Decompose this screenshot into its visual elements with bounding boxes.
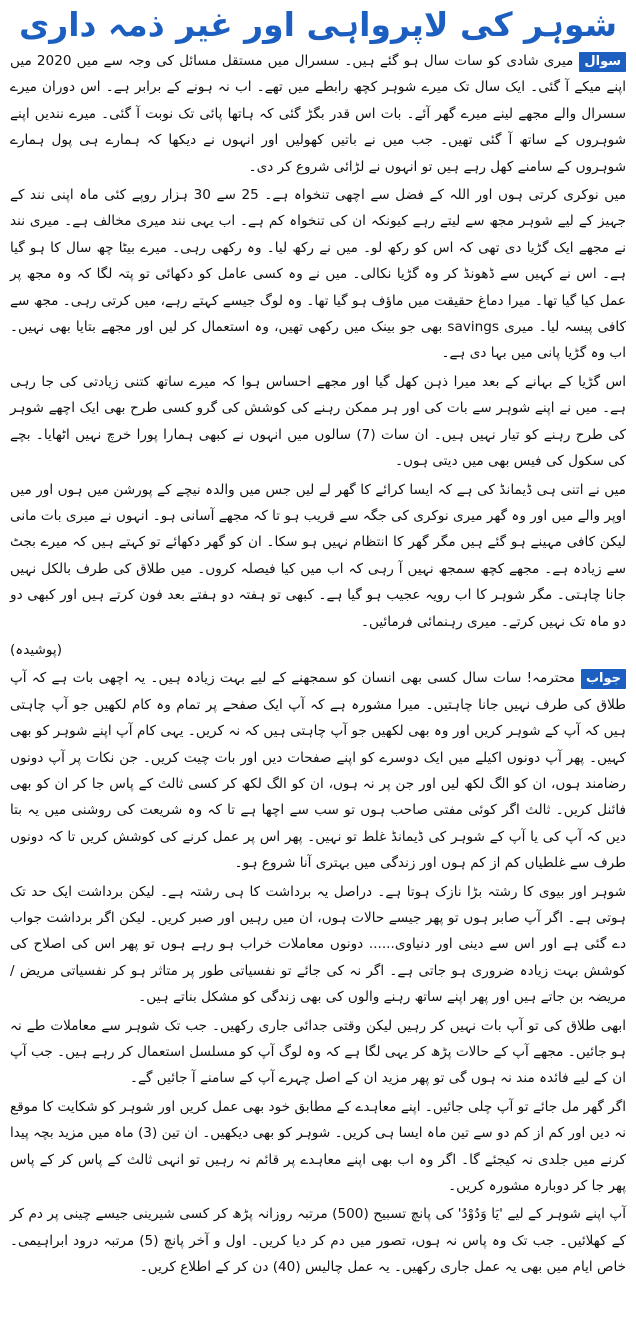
question-text: میں نے اتنی ہی ڈیمانڈ کی ہے کہ ایسا کرائے کا گھر لے لیں جس میں والدہ نیچے کے پورشن میں ہوں اور میں اوپر والے میں اور وہ گھر میری نوکری کی جگہ سے قریب ہو تا کہ مجھے آسانی ہو۔ انہوں نے میری بات مانی لیکن کافی مہینے ہو گئے ہیں مگر گھر کا انتظام نہیں ہو سکا۔ ان کو گھر دکھائے تو کہتے ہیں کہ میرے بجٹ سے زیادہ ہے۔ مجھے کچھ سمجھ نہیں آ رہی کہ اب میں کیا فیصلہ کروں۔ میں طلاق کی طرف بالکل نہیں جانا چاہتی۔ مگر شوہر کا اب رویہ عجیب ہو گیا ہے۔ کبھی تو ہفتہ دو ہفتے بعد فون کرتے ہیں اور کبھی دو دو ماہ تک نہیں کرتے۔ میری رہنمائی فرمائیں۔ [10,481,626,630]
answer-label: جواب [581,669,626,689]
answer-text: محترمہ! سات سال کسی بھی انسان کو سمجھنے کے لیے بہت زیادہ ہیں۔ یہ اچھی بات ہے کہ آپ طلاق کی طرف نہیں جانا چاہتیں۔ میرا مشورہ ہے کہ آپ ایک صفحے پر تمام وہ کام لکھیں جو آپ چاہتی ہیں کہ آپ کے شوہر کریں اور وہ بھی لکھیں جو آپ چاہتی ہیں کہ نہ کریں۔ یہی کام آپ اپنے شوہر کو بھی کہیں۔ پھر آپ دونوں اکیلے میں ایک دوسرے کو اپنے صفحات دیں اور بات چیت کریں۔ جن نکات پر آپ دونوں رضامند ہوں، ان کو الگ لکھ لیں اور جن پر نہ ہوں، ان کو الگ لکھ کر کسی ثالث کے پاس جا کر ان کو بھی فائنل کریں۔ ثالث اگر کوئی مفتی صاحب ہوں تو سب سے اچھا ہے تا کہ وہ شریعت کی روشنی میں یہ بتا دیں کہ آپ کی یا آپ کے شوہر کی ڈیمانڈ غلط تو نہیں۔ پھر اس پر عمل کرنے کی کوشش کریں تا کہ دونوں طرف سے غلطیاں کم از کم ہوں اور زندگی میں بہتری آنا شروع ہو۔ [10,670,626,872]
question-label: سوال [579,52,626,72]
question-signature: (پوشیدہ) [10,641,63,658]
answer-paragraph [10,1094,626,1200]
question-paragraph [10,48,626,180]
answer-paragraph [10,879,626,1011]
article-title: شوہر کی لاپرواہی اور غیر ذمہ داری [18,4,618,44]
question-text: میں نوکری کرتی ہوں اور اللہ کے فضل سے اچھی تنخواہ ہے۔ 25 سے 30 ہزار روپے کئی ماہ اپنی نند کے جہیز کے لیے شوہر مجھ سے لیتے رہے کیونکہ ان کی تنخواہ کم ہے۔ اب یہی نند میری مخالف ہے۔ میری نند نے مجھے ایک گڑیا دی تھی کہ اس کو رکھ لو۔ میں نے رکھ لیا۔ وہ رکھی رہی۔ میرے بیٹا چھ سال کا ہو گیا ہے۔ اس نے کہیں سے ڈھونڈ کر وہ گڑیا نکالی۔ میں نے وہ کسی عامل کو دکھائی تو پتہ لگا کہ وہ مجھ پر عمل کیا گیا تھا۔ میرا دماغ حقیقت میں ماؤف ہو گیا تھا۔ وہ لوگ جیسے کہتے رہے، میں کرتی رہی۔ مجھ سے کافی پیسہ لیا۔ میری savings بھی جو بینک میں رکھی تھیں، وہ استعمال کر لیں اور مجھے بتایا بھی نہیں۔ اب وہ گڑیا پانی میں بہا دی ہے۔ [10,187,626,362]
answer-paragraph [10,1013,626,1092]
answer-text: اگر گھر مل جائے تو آپ چلی جائیں۔ اپنے معاہدے کے مطابق خود بھی عمل کریں اور شوہر کو شکایت کا موقع نہ دیں اور کم از کم دو سے تین ماہ ایسا ہی کریں۔ شوہر کو بھی دیکھیں۔ ان تین (3) ماہ میں مزید بچہ پیدا کرنے میں جلدی نہ کیجئے گا۔ اگر وہ اب بھی اپنے معاہدے پر قائم نہ رہیں تو انہی ثالث کے پاس کر کے پاس پھر جا کر دوبارہ مشورہ کریں۔ [10,1098,626,1195]
answer-text: شوہر اور بیوی کا رشتہ بڑا نازک ہوتا ہے۔ دراصل یہ برداشت کا ہی رشتہ ہے۔ لیکن برداشت ایک حد تک ہوتی ہے۔ اگر آپ صابر ہوں تو پھر جیسے حالات ہوں، ان میں رہیں اور صبر کریں۔ لیکن اگر برداشت جواب دے گئی ہے اور اس سے دینی اور دنیاوی...... دونوں معاملات خراب ہو رہے ہوں تو پھر اس کی اصلاح کی کوشش بہت زیادہ ضروری ہو جاتی ہے۔ اگر نہ کی جائے تو نفسیاتی طور پر متاثر ہو کر نفسیاتی مریض / مریضہ بن جاتے ہیں اور پھر اپنے ساتھ رہنے والوں کی بھی زندگی کو مشکل بناتے ہیں۔ [10,883,626,1006]
answer-text: ابھی طلاق کی تو آپ بات نہیں کر رہیں لیکن وقتی جدائی جاری رکھیں۔ جب تک شوہر سے معاملات طے نہ ہو جائیں۔ مجھے آپ کے حالات پڑھ کر یہی لگا ہے کہ وہ لوگ آپ کو مسلسل استعمال کر رہے ہیں۔ جب آپ ان کے لیے فائدہ مند نہ ہوں گی تو پھر مزید ان کے اصل چہرے آپ کے سامنے آ جائیں گے۔ [10,1017,626,1087]
answer-text: آپ اپنے شوہر کے لیے 'یَا وَدُوْدُ' کی پانچ تسبیح (500) مرتبہ روزانہ پڑھ کر کسی شیرینی جیسے چینی پر دم کر کے کھلائیں۔ جب تک وہ پاس نہ ہوں، تصور میں دم کر دیا کریں۔ اول و آخر پانچ (5) مرتبہ درود ابراہیمی۔ خاص ایام میں بھی یہ عمل جاری رکھیں۔ یہ عمل چالیس (40) دن کر کے اطلاع کریں۔ [10,1206,627,1276]
question-text: میری شادی کو سات سال ہو گئے ہیں۔ سسرال میں مستقل مسائل کی وجہ سے میں 2020 میں اپنے میکے آ گئی۔ ایک سال تک میرے شوہر کچھ رابطے میں تھے۔ اب نہ ہونے کے برابر ہے۔ اس دوران میرے سسرال والے مجھے لینے میرے گھر آئے۔ بات اس قدر بگڑ گئی کہ ہاتھا پائی تک نوبت آ گئی۔ میرے نندیں اپنے شوہروں کے ساتھ آ گئی تھیں۔ جب میں نے باتیں کھولیں اور انہوں نے دیکھا کہ ہمارے ہی پول ہمارے شوہروں کے سامنے کھل رہے ہیں تو انہوں نے لڑائی شروع کر دی۔ [10,53,626,175]
answer-section [10,665,626,1280]
answer-paragraph [10,665,626,876]
question-section [10,48,626,663]
question-paragraph [10,477,626,635]
question-paragraph [10,369,626,475]
question-paragraph [10,182,626,367]
question-text: اس گڑیا کے بہانے کے بعد میرا ذہن کھل گیا اور مجھے احساس ہوا کہ میرے ساتھ کتنی زیادتی کی جا رہی ہے۔ میں نے اپنے شوہر سے بات کی اور ہر ممکن رہنے کی کوشش کی گرو کسی طرح بھی ایک اچھے شوہر کی طرح رہنے کو تیار نہیں ہیں۔ ان سات (7) سالوں میں انہوں نے کبھی ہمارا پورا خرچ نہیں اٹھایا۔ بچے کی سکول کی فیس بھی میں دیتی ہوں۔ [10,373,626,470]
answer-paragraph [10,1201,626,1280]
